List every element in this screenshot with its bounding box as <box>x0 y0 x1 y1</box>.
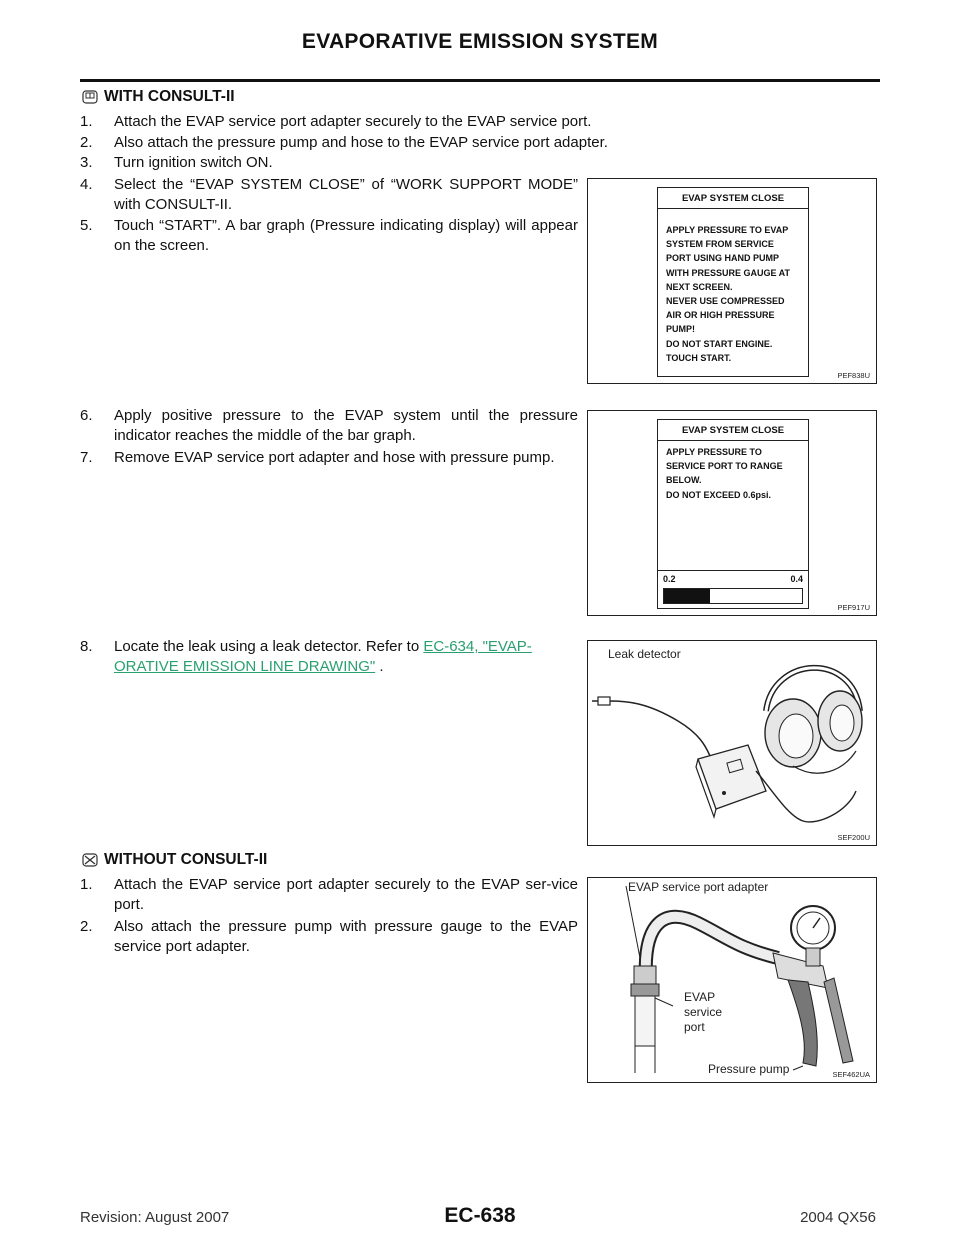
revision-date: Revision: August 2007 <box>80 1209 230 1226</box>
pressure-pump-illustration <box>588 878 876 1082</box>
header-rule <box>80 79 880 82</box>
screen-divider <box>658 570 808 571</box>
step-without-2: 2. Also attach the pressure pump with pressure gauge to the EVAP service port adapter. <box>80 918 578 955</box>
consult-screen <box>657 419 809 609</box>
scale-min: 0.2 <box>663 574 676 584</box>
figure-code: PEF838U <box>837 371 870 380</box>
step-with-3: 3. Turn ignition switch ON. <box>80 154 273 171</box>
step-with-6: 6. Apply positive pressure to the EVAP system until the pressure indicator reaches the middle of the bar graph. <box>80 407 578 444</box>
figure-code: PEF917U <box>837 603 870 612</box>
without-consult-heading <box>82 851 267 869</box>
without-consult-heading-text: WITHOUT CONSULT-II <box>104 851 268 868</box>
pressure-pump-label: Pressure pump <box>708 1062 790 1076</box>
screen-instructions: APPLY PRESSURE TO EVAP SYSTEM FROM SERVICE PORT USING HAND PUMP WITH PRESSURE GAUGE AT NEXT SCREEN. NEVER USE COMPRESSED AIR OR HIGH PRESSURE PUMP! DO NOT START ENGINE. TOUCH START. <box>666 225 791 363</box>
figure-evap-close-screen <box>587 178 877 384</box>
evap-line-drawing-link[interactable]: EC-634, "EVAP-ORATIVE EMISSION LINE DRAWING" <box>114 638 532 675</box>
model-name: 2004 QX56 <box>800 1209 876 1226</box>
figure-leak-detector <box>587 640 877 846</box>
leak-detector-illustration <box>588 641 876 845</box>
scale-max: 0.4 <box>790 574 803 584</box>
screen-instructions: APPLY PRESSURE TO SERVICE PORT TO RANGE BELOW. DO NOT EXCEED 0.6psi. <box>666 447 783 500</box>
page-number: EC-638 <box>444 1204 516 1227</box>
leak-detector-label: Leak detector <box>608 647 681 661</box>
step-with-1: 1. Attach the EVAP service port adapter securely to the EVAP service port. <box>80 113 592 130</box>
car-icon <box>82 90 98 104</box>
consult-screen <box>657 187 809 377</box>
figure-code: SEF200U <box>837 833 870 842</box>
with-consult-heading <box>82 88 235 106</box>
step-with-2: 2. Also attach the pressure pump and hose to the EVAP service port adapter. <box>80 134 608 151</box>
service-port-label: EVAP service port <box>684 990 723 1034</box>
adapter-label: EVAP service port adapter <box>628 880 769 894</box>
pressure-bar-fill <box>664 589 710 603</box>
screen-title: EVAP SYSTEM CLOSE <box>658 188 808 209</box>
with-consult-heading-text: WITH CONSULT-II <box>104 88 235 105</box>
step-with-5: 5. Touch “START”. A bar graph (Pressure indicating display) will appear on the screen. <box>80 217 578 254</box>
step-with-7: 7. Remove EVAP service port adapter and hose with pressure pump. <box>80 449 555 466</box>
step-with-4: 4. Select the “EVAP SYSTEM CLOSE” of “WORK SUPPORT MODE” with CONSULT-II. <box>80 176 578 213</box>
figure-pressure-bar-screen <box>587 410 877 616</box>
figure-service-port-adapter <box>587 877 877 1083</box>
figure-code: SEF462UA <box>832 1070 870 1079</box>
pressure-bar-graph <box>663 588 803 604</box>
screen-title: EVAP SYSTEM CLOSE <box>658 420 808 441</box>
step-with-8: 8. Locate the leak using a leak detector. Refer to EC-634, "EVAP-ORATIVE EMISSION LINE DRAWING" . <box>80 638 532 675</box>
step-without-1: 1. Attach the EVAP service port adapter securely to the EVAP ser-vice port. <box>80 876 578 913</box>
crossed-car-icon <box>82 853 98 867</box>
page-title: EVAPORATIVE EMISSION SYSTEM <box>301 30 659 53</box>
